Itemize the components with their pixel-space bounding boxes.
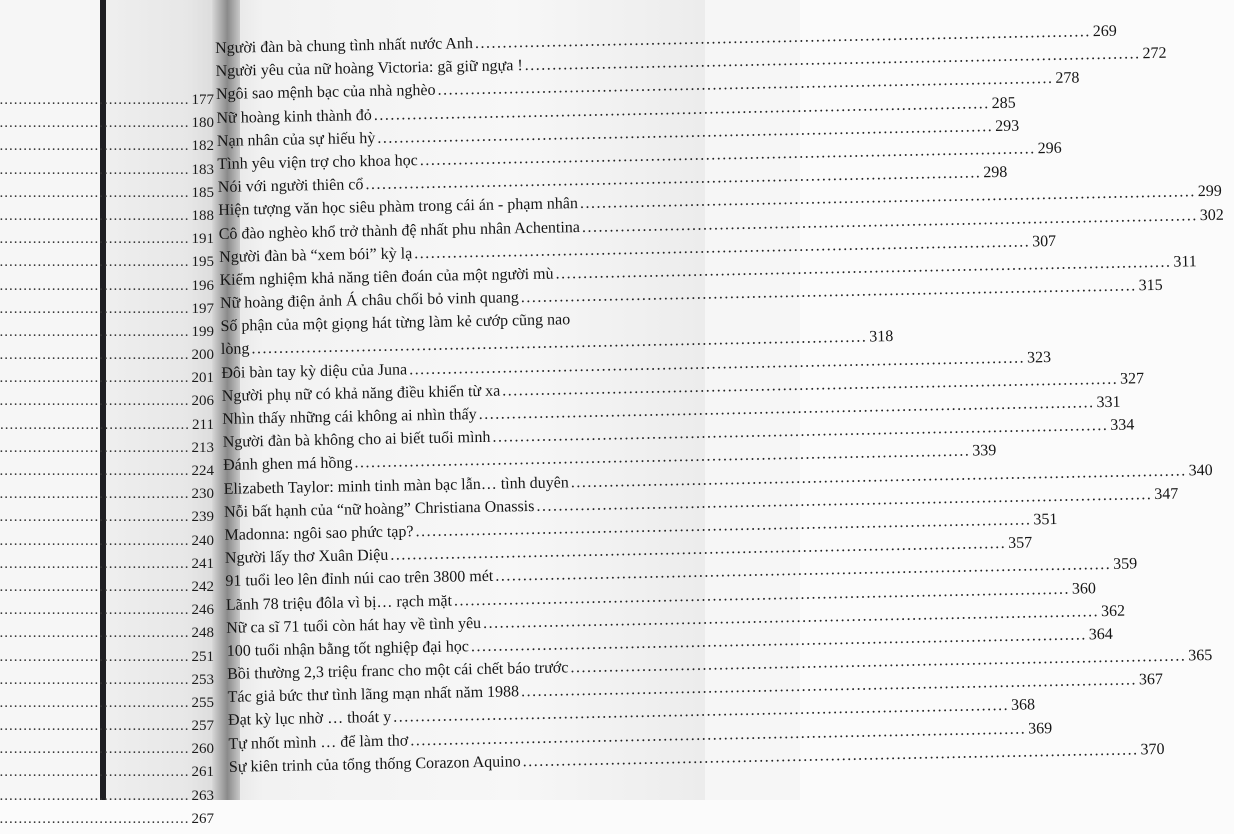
toc-page-number: 299 — [1197, 183, 1222, 201]
left-toc-entry — [104, 533, 214, 556]
leader-dots — [0, 254, 190, 271]
toc-entry-title: lòng — [220, 340, 250, 359]
leader-dots — [0, 533, 190, 550]
toc-entry-title: Cô đào nghèo khổ trở thành đệ nhất phu nhân Achentina — [218, 218, 581, 243]
leader-dots — [0, 486, 190, 503]
toc-page-number: 315 — [1138, 276, 1163, 295]
left-toc-entry — [104, 324, 214, 347]
toc-page-number: 323 — [1026, 348, 1052, 367]
toc-entry-title: Người phụ nữ có khả năng điều khiển từ xa — [221, 382, 501, 405]
left-toc-entry — [104, 718, 214, 741]
left-toc-entry — [104, 579, 214, 602]
leader-dots — [0, 347, 190, 364]
left-toc-entry — [104, 393, 214, 416]
leader-dots — [0, 695, 190, 712]
toc-page-number: 318 — [869, 328, 894, 346]
left-toc-entry — [104, 185, 214, 208]
toc-entry-title: Tác giả bức thư tình lãng mạn nhất năm 1988 — [227, 683, 520, 707]
left-toc-page-number: 267 — [191, 810, 214, 827]
toc-entry-title: Nạn nhân của sự hiếu hỳ — [216, 129, 376, 150]
left-toc-page-number: 257 — [191, 718, 214, 735]
left-toc-entry — [104, 370, 214, 393]
left-toc-entry — [104, 301, 214, 324]
left-toc-page-number: 191 — [191, 231, 214, 248]
leader-dots — [0, 788, 190, 805]
toc-page-number: 370 — [1140, 740, 1165, 759]
left-toc-page-number: 241 — [191, 555, 214, 572]
left-toc-page-number: 213 — [191, 439, 214, 456]
toc-entry-title: Nữ hoàng điện ảnh Á châu chối bỏ vinh quang — [219, 289, 519, 313]
left-toc-page-number: 253 — [191, 671, 214, 688]
toc-page-number: 369 — [1027, 719, 1053, 738]
left-toc-entry — [104, 625, 214, 648]
toc-page-number: 359 — [1113, 555, 1138, 574]
toc-entry-title: 91 tuổi leo lên đỉnh núi cao trên 3800 mét — [225, 568, 494, 591]
toc-entry-title: Đánh ghen má hồng — [223, 454, 353, 475]
toc-entry-title: Đạt kỳ lục nhờ … thoát y — [227, 709, 392, 730]
toc-entry-title: Kiểm nghiệm khả năng tiên đoán của một người mù — [219, 265, 554, 289]
toc-page-number: 360 — [1071, 579, 1097, 598]
left-toc-page-number: 185 — [191, 184, 214, 201]
toc-entry-title: Bồi thường 2,3 triệu franc cho một cái chết báo trước — [227, 659, 569, 683]
leader-dots — [0, 370, 190, 387]
leader-dots — [0, 278, 190, 295]
toc-entry-title: Sự kiên trinh của tổng thống Corazon Aquino — [228, 753, 521, 776]
leader-dots — [0, 115, 190, 132]
left-toc-entry — [104, 463, 214, 486]
left-toc-entry — [104, 115, 214, 138]
leader-dots — [0, 162, 190, 179]
toc-entry-title: Đôi bàn tay kỳ diệu của Juna — [221, 360, 408, 382]
left-toc-entry — [104, 486, 214, 509]
left-toc-entry — [104, 695, 214, 718]
left-toc-entry — [104, 138, 214, 161]
left-toc-entry — [104, 649, 214, 672]
toc-page-number: 296 — [1037, 139, 1062, 158]
left-toc-entry — [104, 602, 214, 625]
left-toc-entry — [104, 741, 214, 764]
toc-page-number: 334 — [1110, 416, 1135, 435]
left-toc-page-number: 246 — [191, 602, 214, 619]
leader-dots — [0, 672, 190, 689]
toc-page-number: 351 — [1033, 510, 1058, 529]
left-toc-list — [104, 92, 214, 834]
left-toc-page-number: 251 — [191, 648, 214, 665]
toc-entry-title: Người yêu của nữ hoàng Victoria: gã giữ ngựa ! — [215, 57, 523, 81]
left-toc-entry — [104, 162, 214, 185]
leader-dots — [0, 324, 190, 341]
left-toc-entry — [104, 208, 214, 231]
left-toc-entry — [104, 440, 214, 463]
toc-page-number: 364 — [1088, 625, 1113, 644]
toc-page-number: 368 — [1010, 696, 1036, 715]
toc-entry-title: Nói với người thiên cổ — [217, 176, 364, 197]
right-toc-list — [215, 22, 1224, 782]
toc-entry-title: Hiện tượng văn học siêu phàm trong cái án - phạm nhân — [218, 195, 579, 220]
left-toc-page-number: 201 — [191, 370, 214, 387]
left-toc-page-number: 195 — [191, 254, 214, 271]
leader-dots — [0, 417, 190, 434]
toc-page-number: 311 — [1173, 253, 1197, 271]
toc-entry-title: Madonna: ngôi sao phức tạp? — [224, 523, 414, 544]
toc-entry-title: Người đàn bà “xem bói” kỳ lạ — [219, 244, 413, 266]
toc-page-number: 285 — [991, 94, 1016, 112]
toc-page-number: 340 — [1188, 461, 1213, 479]
left-toc-entry — [104, 347, 214, 370]
toc-page-number: 307 — [1031, 232, 1057, 251]
leader-dots — [0, 231, 190, 248]
leader-dots — [0, 509, 190, 526]
leader-dots — [0, 579, 190, 596]
left-toc-page-number: 182 — [191, 138, 214, 155]
toc-entry-title: Lãnh 78 triệu đôla vì bị… rạch mặt — [225, 592, 453, 614]
left-toc-page-number: 206 — [191, 393, 214, 410]
left-toc-entry — [104, 92, 214, 115]
left-toc-page-number: 240 — [191, 532, 214, 549]
left-toc-page-number: 183 — [191, 161, 214, 178]
left-toc-page-number: 177 — [191, 92, 214, 108]
toc-entry-title: Người đàn bà chung tình nhất nước Anh — [215, 35, 474, 57]
toc-entry-title: Số phận của một giọng hát từng làm kẻ cướp cũng nao — [220, 311, 571, 336]
toc-entry-title: 100 tuổi nhận bằng tốt nghiệp đại học — [226, 638, 470, 660]
leader-dots — [0, 208, 190, 225]
left-toc-page-number: 199 — [191, 323, 214, 340]
toc-entry-title: Nhìn thấy những cái không ai nhìn thấy — [222, 406, 477, 428]
leader-dots — [0, 625, 190, 642]
toc-entry-title: Tình yêu viện trợ cho khoa học — [217, 152, 418, 173]
leader-dots — [0, 741, 190, 758]
toc-entry-title: Tự nhốt mình … để làm thơ — [228, 732, 409, 753]
left-toc-page-number: 239 — [191, 509, 214, 526]
left-toc-page-number: 211 — [192, 416, 214, 433]
left-toc-page-number: 230 — [191, 486, 214, 503]
left-toc-entry — [104, 278, 214, 301]
left-toc-page-number: 242 — [191, 578, 214, 595]
toc-page-number: 269 — [1092, 22, 1117, 41]
left-toc-page-number: 180 — [191, 115, 214, 132]
toc-entry-title: Nữ hoàng kinh thành đỏ — [216, 106, 372, 127]
left-toc-page-number: 263 — [191, 787, 214, 804]
leader-dots — [0, 463, 190, 480]
toc-page-number: 367 — [1138, 671, 1164, 689]
left-toc-entry — [104, 788, 214, 811]
left-toc-entry — [104, 672, 214, 695]
leader-dots — [0, 92, 190, 109]
left-toc-entry — [104, 509, 214, 532]
toc-page-number: 298 — [983, 163, 1008, 182]
toc-page-number: 327 — [1119, 370, 1145, 388]
toc-page-number: 357 — [1007, 534, 1033, 552]
left-toc-entry — [104, 254, 214, 277]
toc-entry-title: Nỗi bất hạnh của “nữ hoàng” Christiana Onassis — [223, 497, 535, 521]
leader-dots — [0, 602, 190, 619]
leader-dots — [0, 718, 190, 735]
left-toc-page-number: 188 — [191, 207, 214, 224]
toc-entry-title: Elizabeth Taylor: minh tinh màn bạc lẫn… tình duyên — [223, 473, 569, 498]
toc-page-number: 272 — [1142, 44, 1167, 63]
toc-page-number: 331 — [1096, 393, 1121, 412]
left-toc-page-number: 260 — [191, 741, 214, 758]
left-toc-page-number: 261 — [191, 764, 214, 781]
left-toc-page-number: 248 — [191, 625, 214, 642]
left-toc-page-number: 200 — [191, 347, 214, 364]
leader-dots — [0, 393, 190, 410]
left-toc-entry — [104, 811, 214, 834]
toc-page-number: 339 — [972, 442, 997, 460]
left-toc-entry — [104, 417, 214, 440]
toc-entry-title: Ngôi sao mệnh bạc của nhà nghèo — [215, 82, 436, 104]
toc-entry-title: Nữ ca sĩ 71 tuổi còn hát hay về tình yêu — [226, 614, 482, 637]
leader-dots — [0, 301, 190, 318]
left-toc-page-number: 197 — [191, 300, 214, 317]
left-toc-page-number: 255 — [191, 694, 214, 711]
leader-dots — [0, 185, 190, 202]
toc-page-number: 302 — [1199, 206, 1224, 224]
leader-dots — [0, 440, 190, 457]
toc-page-number: 278 — [1055, 69, 1080, 88]
left-toc-page-number: 224 — [191, 463, 214, 479]
leader-dots — [0, 811, 190, 828]
toc-entry-title: Người đàn bà không cho ai biết tuổi mình — [222, 428, 491, 452]
leader-dots — [0, 764, 190, 781]
leader-dots — [0, 556, 190, 573]
toc-page-number: 362 — [1100, 602, 1126, 620]
leader-dots — [0, 138, 190, 155]
left-toc-entry — [104, 764, 214, 787]
left-toc-page-number: 196 — [191, 277, 214, 294]
toc-page-number: 293 — [995, 117, 1020, 135]
left-toc-entry — [104, 231, 214, 254]
toc-page-number: 365 — [1188, 647, 1213, 665]
left-toc-entry — [104, 556, 214, 579]
toc-entry-title: Người lấy thơ Xuân Diệu — [224, 546, 389, 568]
toc-page-number: 347 — [1154, 485, 1179, 503]
leader-dots — [0, 649, 190, 666]
